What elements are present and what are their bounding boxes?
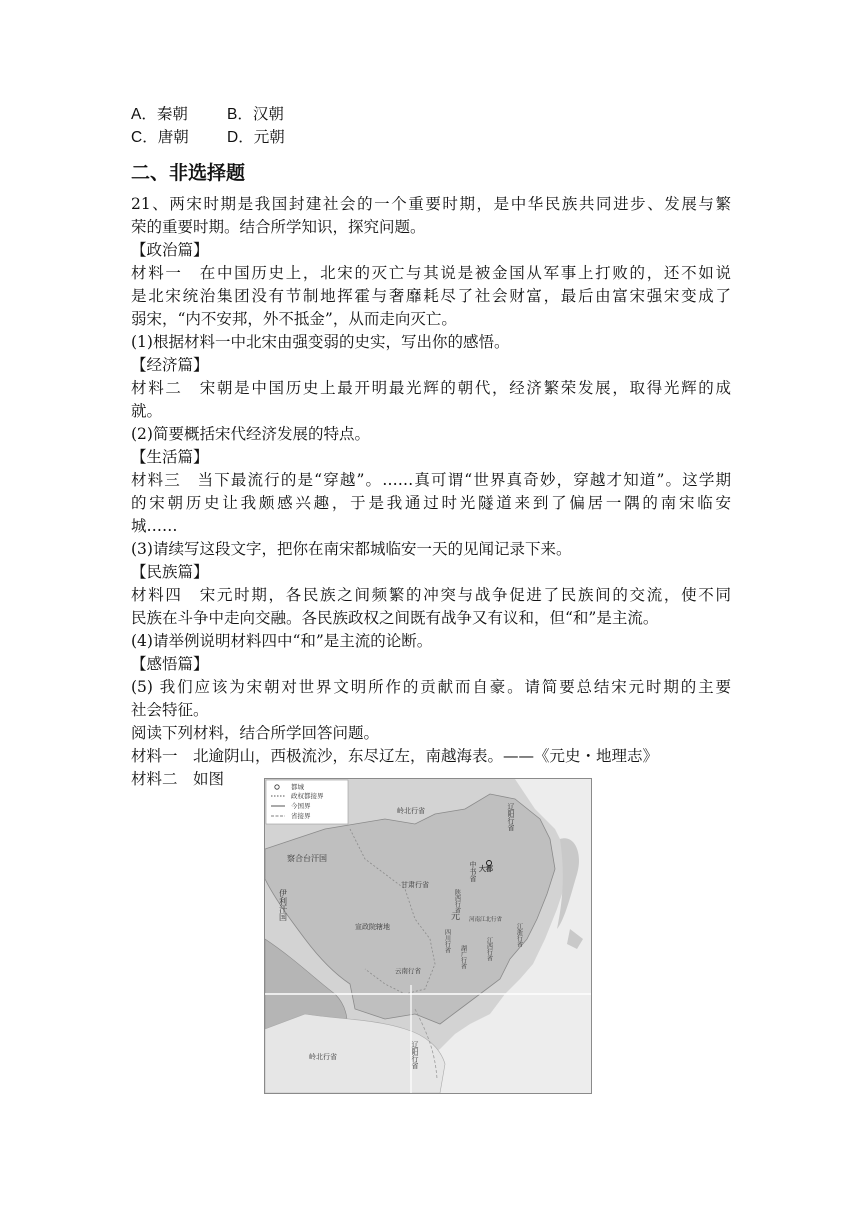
- map-svg: [265, 779, 591, 1093]
- map-label-chagatai: 察合台汗国: [287, 854, 327, 863]
- map-label-jiangzhe: 江浙行省: [515, 923, 523, 947]
- map-legend-capital: 都城: [291, 783, 304, 791]
- map-legend-regime-border: 政权都接界: [291, 792, 324, 800]
- material-3-line-1: 材料三 当下最流行的是“穿越”。……真可谓“世界真奇妙，穿越才知道”。这学期: [131, 471, 731, 489]
- reading-prompt: 阅读下列材料，结合所学回答问题。: [131, 724, 380, 742]
- question-5-line-1: (5) 我们应该为宋朝对世界文明所作的贡献而自豪。请简要总结宋元时期的主要: [131, 678, 731, 696]
- map-label-ilkhanate: 伊利汗国: [278, 889, 288, 921]
- map-label-gansu: 甘肃行省: [401, 881, 429, 889]
- options-row-2: [131, 127, 323, 149]
- life-header: 【生活篇】: [131, 448, 209, 466]
- political-header: 【政治篇】: [131, 241, 209, 259]
- material-1-line-2: 是北宋统治集团没有节制地挥霍与奢靡耗尽了社会财富，最后由富宋强宋变成了: [131, 287, 731, 305]
- option-b[interactable]: B．汉朝: [227, 106, 284, 123]
- map-legend-province-border: 省接界: [291, 812, 311, 820]
- material-2-line-2: 就。: [131, 402, 163, 420]
- map-label-huguang: 湖广行省: [459, 945, 467, 969]
- material-4-line-1: 材料四 宋元时期，各民族之间频繁的冲突与战争促进了民族间的交流，使不同: [131, 586, 731, 604]
- question-4: (4)请举例说明材料四中“和”是主流的论断。: [131, 632, 433, 650]
- reading-material-1: 材料一 北逾阴山，西极流沙，东尽辽左，南越海表。——《元史・地理志》: [131, 747, 659, 765]
- map-label-yuan: 元: [451, 912, 461, 922]
- q21-intro-line-1: 21、两宋时期是我国封建社会的一个重要时期，是中华民族共同进步、发展与繁: [131, 195, 731, 213]
- map-label-yunnan: 云南行省: [395, 967, 421, 975]
- material-3-line-2: 的宋朝历史让我颇感兴趣，于是我通过时光隧道来到了偏居一隅的南宋临安: [131, 494, 731, 512]
- map-label-lingbei-inset: 岭北行省: [309, 1053, 337, 1061]
- material-1-line-1: 材料一 在中国历史上，北宋的灭亡与其说是被金国从军事上打败的，还不如说: [131, 264, 731, 282]
- question-5-line-2: 社会特征。: [131, 701, 209, 719]
- reflection-header: 【感悟篇】: [131, 655, 209, 673]
- option-c[interactable]: C．唐朝: [131, 129, 189, 146]
- map-label-shaanxi: 陕西行省: [453, 889, 461, 913]
- map-label-zhongshu: 中书省: [469, 861, 477, 882]
- options-row-1: [131, 104, 323, 126]
- option-a[interactable]: A．秦朝: [131, 106, 188, 123]
- map-label-dadu: 大都: [479, 865, 493, 873]
- material-4-line-2: 民族在斗争中走向交融。各民族政权之间既有战争又有议和，但“和”是主流。: [131, 609, 659, 627]
- economic-header: 【经济篇】: [131, 356, 209, 374]
- question-1: (1)根据材料一中北宋由强变弱的史实，写出你的感悟。: [131, 333, 510, 351]
- map-label-liaoyang-inset: 辽阳行省: [411, 1041, 419, 1069]
- section-title: 二、非选择题: [131, 162, 246, 184]
- map-label-sichuan: 四川行省: [443, 929, 451, 953]
- map-legend-national-border: 今国界: [291, 802, 311, 810]
- material-1-line-3: 弱宋，“内不安邦，外不抵金”，从而走向灭亡。: [131, 310, 457, 328]
- yuan-dynasty-map: [264, 778, 592, 1094]
- q21-intro-line-2: 荣的重要时期。结合所学知识，探究问题。: [131, 218, 426, 236]
- map-label-liaoyang-north: 辽阳行省: [507, 803, 515, 831]
- map-label-xuanzhengyuan: 宣政院辖地: [355, 923, 390, 931]
- question-3: (3)请续写这段文字，把你在南宋都城临安一天的见闻记录下来。: [131, 540, 572, 558]
- material-3-line-3: 城……: [131, 517, 178, 535]
- material-2-line-1: 材料二 宋朝是中国历史上最开明最光辉的朝代，经济繁荣发展，取得光辉的成: [131, 379, 731, 397]
- map-label-lingbei-north: 岭北行省: [397, 807, 425, 815]
- ethnic-header: 【民族篇】: [131, 563, 209, 581]
- map-label-jiangxi: 江西行省: [485, 937, 493, 961]
- reading-material-2: 材料二 如图: [131, 770, 225, 788]
- option-d[interactable]: D．元朝: [227, 129, 285, 146]
- question-2: (2)简要概括宋代经济发展的特点。: [131, 425, 370, 443]
- map-label-henan-jiangbei: 河南江北行省: [469, 917, 503, 923]
